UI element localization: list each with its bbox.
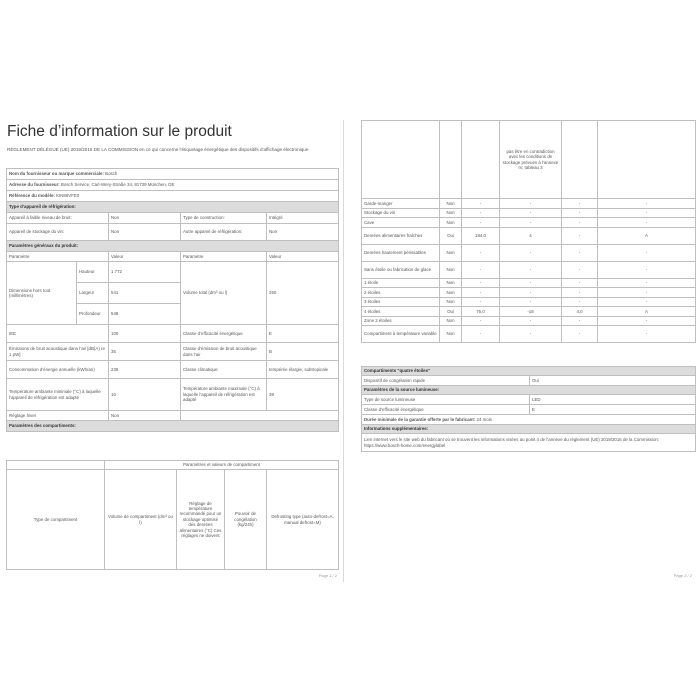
- wine-label: Appareil de stockage du vin:: [7, 224, 109, 241]
- volume-label: Volume total (dm³ ou l): [181, 262, 267, 325]
- energy-class-value: E: [267, 325, 339, 343]
- compartment-temp: -: [500, 297, 562, 307]
- ambient-temp-row: [7, 379, 339, 411]
- compartment-present: Non: [440, 218, 462, 228]
- compartment-freezing: -: [562, 261, 598, 278]
- section-additional-info: Informations supplémentaires:: [362, 425, 696, 434]
- compartment-defrost: -: [598, 316, 696, 326]
- compartment-temp: 4: [500, 227, 562, 244]
- other-label: Autre appareil de réfrigération:: [181, 224, 267, 241]
- compartment-temp: -: [500, 244, 562, 261]
- width-value: 541: [109, 283, 181, 304]
- compartment-name: Sans étoile ou fabrication de glace: [362, 261, 440, 278]
- supplier-row: [7, 169, 339, 180]
- light-type-value: LED: [530, 395, 696, 405]
- compartment-volume: -: [462, 244, 500, 261]
- compartment-freezing: -: [562, 316, 598, 326]
- wine-row: [7, 224, 339, 241]
- compartment-defrost: -: [598, 208, 696, 218]
- extra-info-table: [361, 366, 696, 452]
- page-number: Page 2 / 2: [673, 573, 692, 578]
- eei-label: IEE: [7, 325, 109, 343]
- compartment-defrost: A: [598, 307, 696, 317]
- general-header-row: [7, 252, 339, 262]
- warranty-row: [362, 415, 696, 425]
- climate-label: Classe climatique:: [181, 361, 267, 379]
- warranty-value: 24 mois: [476, 416, 492, 422]
- compartment-group-header: Paramètres et valeurs de compartiment: [105, 461, 339, 470]
- depth-value: 548: [109, 304, 181, 325]
- compartment-row: [362, 244, 696, 261]
- noise-label: Émissions de bruit acoustique dans l’air [dB(A) re 1 pW]: [7, 343, 109, 361]
- compartment-volume: -: [462, 199, 500, 209]
- compartment-present: Non: [440, 261, 462, 278]
- light-class-label: Classe d’efficacité énergétique: [362, 405, 530, 415]
- volume-value: 260: [267, 262, 339, 325]
- temp-header-continuation: pas être en contradiction avec les conditions de stockage prévues à l’annexe IV, tableau 3: [500, 121, 562, 199]
- compartments-table: [361, 120, 696, 343]
- compartment-defrost: -: [598, 288, 696, 298]
- compartment-row: [362, 278, 696, 288]
- compartment-header-row: [7, 470, 339, 570]
- compartment-name: 2 étoiles: [362, 288, 440, 298]
- compartment-name: Zone 2 étoiles: [362, 316, 440, 326]
- compartment-volume: 184,0: [462, 227, 500, 244]
- regulation-intro: RÈGLEMENT DÉLÉGUÉ (UE) 2019/2016 DE LA COMMISSION en ce qui concerne l’étiquetage énergétique des dispositifs d’affichage électronique: [7, 147, 309, 152]
- header-param: Paramètre: [7, 252, 109, 262]
- compartment-name: Denrées hautement périssables: [362, 244, 440, 261]
- header-recommended-temp: Réglage de température recommandé pour un stockage optimisé des denrées alimentaires (°C) Ces réglages ne doivent: [177, 470, 225, 570]
- continuation-row: [362, 121, 696, 199]
- address-label: Adresse du fournisseur:: [9, 182, 60, 188]
- section-appliance-type: Type d’appareil de réfrigération:: [7, 202, 339, 213]
- height-value: 1 772: [109, 262, 181, 283]
- light-class-value: E: [530, 405, 696, 415]
- noise-class-label: Classe d’émission de bruit acoustique dans l’air: [181, 343, 267, 361]
- compartment-row: [362, 227, 696, 244]
- compartment-defrost: -: [598, 297, 696, 307]
- fast-freeze-row: [362, 376, 696, 386]
- compartment-row: [362, 307, 696, 317]
- supplier-label: Nom du fournisseur ou marque commerciale:: [9, 171, 104, 177]
- compartment-freezing: -: [562, 227, 598, 244]
- low-noise-row: [7, 213, 339, 224]
- min-temp-label: Température ambiante minimale (°C) à laquelle l’appareil de réfrigération est adapté: [7, 379, 109, 411]
- compartment-freezing: -: [562, 278, 598, 288]
- noise-row: [7, 343, 339, 361]
- light-type-row: [362, 395, 696, 405]
- additional-info-text: Lien internet vers le site web du fabricant où se trouvent les informations visées au point 4 de l’annexe du règlement (UE) 2019/2016 de la Commission: https://www.bosch-home.com/energylabel: [362, 434, 696, 452]
- header-defrost-type: Defrosting type (auto-defrost=A, manual defrost=M): [267, 470, 339, 570]
- compartment-name: Cave: [362, 218, 440, 228]
- compartment-present: Oui: [440, 227, 462, 244]
- consumption-row: [7, 361, 339, 379]
- compartment-freezing: -: [562, 208, 598, 218]
- compartment-temp: -: [500, 316, 562, 326]
- compartment-name: Denrées alimentaires fraîches: [362, 227, 440, 244]
- winter-row: [7, 411, 339, 421]
- page-title: Fiche d’information sur le produit: [7, 123, 232, 140]
- header-value: Valeur: [109, 252, 181, 262]
- depth-label: Profondeur: [77, 304, 109, 325]
- header-compartment-type: Type de compartiment: [7, 470, 105, 570]
- compartment-name: Stockage du vin: [362, 208, 440, 218]
- compartment-defrost: -: [598, 278, 696, 288]
- compartment-freezing: -: [562, 244, 598, 261]
- compartment-row: [362, 316, 696, 326]
- compartment-present: Non: [440, 326, 462, 343]
- compartment-name: Garde-manger: [362, 199, 440, 209]
- compartment-freezing: -: [562, 297, 598, 307]
- compartment-volume: -: [462, 278, 500, 288]
- compartment-header-table: [6, 460, 339, 570]
- header-param-2: Paramètre: [181, 252, 267, 262]
- compartment-volume: -: [462, 297, 500, 307]
- light-class-row: [362, 405, 696, 415]
- page-number: Page 1 / 2: [318, 573, 337, 578]
- address-row: [7, 180, 339, 191]
- climate-value: tempérée élargie, subtropicale: [267, 361, 339, 379]
- compartment-name: Compartiment à température variable: [362, 326, 440, 343]
- noise-class-value: B: [267, 343, 339, 361]
- compartment-present: Non: [440, 244, 462, 261]
- supplier-value: Bosch: [105, 171, 118, 177]
- compartment-defrost: A: [598, 227, 696, 244]
- compartment-defrost: -: [598, 218, 696, 228]
- compartment-temp: -: [500, 218, 562, 228]
- section-four-star: Compartiments "quatre étoiles": [362, 367, 696, 376]
- address-value: Bosch Service, Carl-Wery-Straße 34, 81739 München, DE: [60, 182, 175, 188]
- low-noise-label: Appareil à faible niveau de bruit:: [7, 213, 109, 224]
- noise-value: 35: [109, 343, 181, 361]
- header-value-2: Valeur: [267, 252, 339, 262]
- compartment-defrost: -: [598, 261, 696, 278]
- max-temp-value: 38: [267, 379, 339, 411]
- energy-class-label: Classe d’efficacité énergétique: [181, 325, 267, 343]
- max-temp-label: Température ambiante maximale (°C) à laquelle l’appareil de réfrigération est adapté: [181, 379, 267, 411]
- eei-value: 100: [109, 325, 181, 343]
- construction-label: Type de construction:: [181, 213, 267, 224]
- header-freezing-capacity: Pouvoir de congélation (kg/24h): [225, 470, 267, 570]
- compartment-temp: -: [500, 199, 562, 209]
- compartment-temp: -: [500, 326, 562, 343]
- section-compartments: Paramètres des compartiments:: [7, 421, 339, 432]
- compartment-row: [362, 297, 696, 307]
- compartment-volume: -: [462, 316, 500, 326]
- compartment-volume: -: [462, 288, 500, 298]
- construction-value: Intégré: [267, 213, 339, 224]
- model-value: KIN86VFE0: [56, 193, 80, 199]
- compartment-row: [362, 208, 696, 218]
- compartment-row: [362, 218, 696, 228]
- compartment-freezing: -: [562, 288, 598, 298]
- compartment-freezing: -: [562, 199, 598, 209]
- compartment-volume: -: [462, 208, 500, 218]
- dimensions-row-height: [7, 262, 339, 283]
- light-type-label: Type de source lumineuse: [362, 395, 530, 405]
- other-value: Non: [267, 224, 339, 241]
- compartment-volume: 76,0: [462, 307, 500, 317]
- dimensions-label: Dimensions hors tout (millimètres): [7, 262, 77, 325]
- compartment-freezing: -: [562, 326, 598, 343]
- consumption-label: Consommation d’énergie annuelle (kWh/an): [7, 361, 109, 379]
- fast-freeze-label: Dispositif de congélation rapide: [362, 376, 530, 386]
- compartment-freezing: -: [562, 218, 598, 228]
- section-light-source: Paramètres de la source lumineuse:: [362, 386, 696, 395]
- winter-label: Réglage hiver: [7, 411, 109, 421]
- compartment-present: Oui: [440, 307, 462, 317]
- product-info-table: [6, 168, 339, 432]
- consumption-value: 236: [109, 361, 181, 379]
- compartment-name: 4 étoiles: [362, 307, 440, 317]
- header-compartment-volume: Volume de compartiment (dm³ ou l): [105, 470, 177, 570]
- wine-value: Non: [109, 224, 181, 241]
- model-row: [7, 191, 339, 202]
- compartment-temp: -: [500, 261, 562, 278]
- compartment-volume: -: [462, 326, 500, 343]
- compartment-row: [362, 199, 696, 209]
- compartment-defrost: -: [598, 326, 696, 343]
- compartment-temp: -: [500, 208, 562, 218]
- compartment-freezing: 4,0: [562, 307, 598, 317]
- compartment-volume: -: [462, 261, 500, 278]
- low-noise-value: Non: [109, 213, 181, 224]
- fast-freeze-value: Oui: [530, 376, 696, 386]
- eei-row: [7, 325, 339, 343]
- winter-value: Non: [109, 411, 181, 421]
- warranty-label: Durée minimale de la garantie offerte par le fabricant:: [364, 416, 476, 422]
- width-label: Largeur: [77, 283, 109, 304]
- compartment-temp: -: [500, 278, 562, 288]
- compartment-rows: [362, 199, 696, 343]
- compartment-present: Non: [440, 288, 462, 298]
- compartment-defrost: -: [598, 199, 696, 209]
- compartment-row: [362, 288, 696, 298]
- product-sheet-page-2: [357, 120, 698, 582]
- compartment-present: Non: [440, 297, 462, 307]
- compartment-present: Non: [440, 199, 462, 209]
- height-label: Hauteur: [77, 262, 109, 283]
- product-sheet-page-1: [2, 120, 344, 582]
- compartment-temp: -: [500, 288, 562, 298]
- compartment-present: Non: [440, 208, 462, 218]
- section-general: Paramètres généraux du produit:: [7, 241, 339, 252]
- compartment-row: [362, 326, 696, 343]
- compartment-row: [362, 261, 696, 278]
- min-temp-value: 10: [109, 379, 181, 411]
- compartment-present: Non: [440, 278, 462, 288]
- compartment-temp: -18: [500, 307, 562, 317]
- compartment-name: 1 étoile: [362, 278, 440, 288]
- compartment-defrost: -: [598, 244, 696, 261]
- additional-info-row: [362, 434, 696, 452]
- compartment-volume: -: [462, 218, 500, 228]
- compartment-name: 3 étoiles: [362, 297, 440, 307]
- model-label: Référence du modèle:: [9, 193, 55, 199]
- compartment-present: Non: [440, 316, 462, 326]
